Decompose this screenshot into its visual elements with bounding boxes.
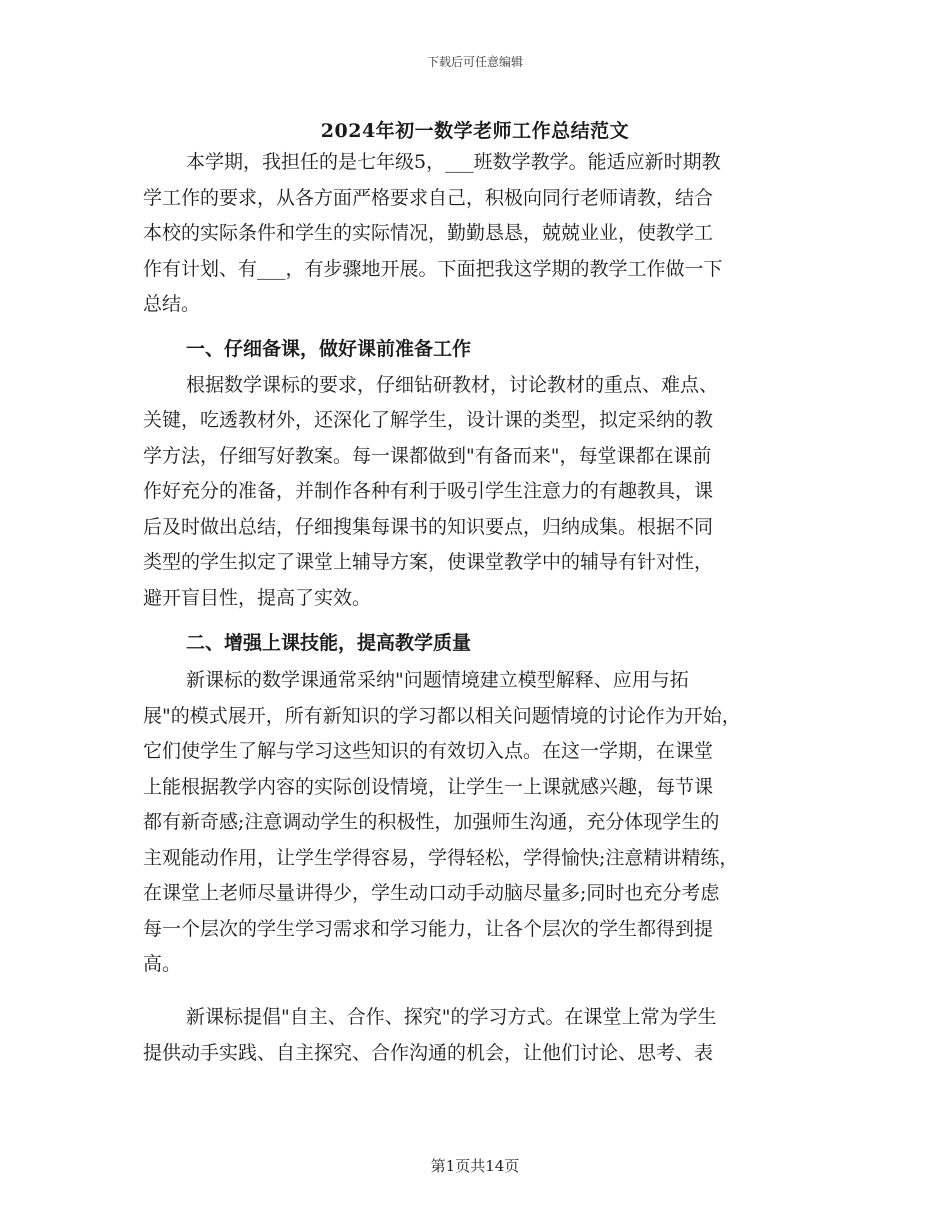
paragraph-line: 作好充分的准备，并制作各种有利于吸引学生注意力的有趣教具，课 [143, 480, 714, 502]
paragraph-line: 避开盲目性，提高了实效。 [143, 587, 372, 609]
paragraph-line: 关键，吃透教材外，还深化了解学生，设计课的类型，拟定采纳的教 [143, 409, 714, 431]
paragraph-line: 在课堂上老师尽量讲得少，学生动口动手动脑尽量多;同时也充分考虑 [143, 882, 720, 904]
paragraph-line: 它们使学生了解与学习这些知识的有效切入点。在这一学期，在课堂 [143, 740, 714, 762]
paragraph-line: 每一个层次的学生学习需求和学习能力，让各个层次的学生都得到提 [143, 918, 714, 940]
paragraph-line: 高。 [143, 953, 182, 975]
paragraph-line: 类型的学生拟定了课堂上辅导方案，使课堂教学中的辅导有针对性， [143, 551, 714, 573]
header-note: 下载后可任意编辑 [426, 55, 523, 69]
paragraph-line: 作有计划、有___，有步骤地开展。下面把我这学期的教学工作做一下 [143, 258, 723, 280]
page-title: 2024年初一数学老师工作总结范文 [320, 120, 630, 142]
paragraph-line: 主观能动作用，让学生学得容易，学得轻松，学得愉快;注意精讲精练， [143, 847, 739, 869]
paragraph-line: 后及时做出总结，仔细搜集每课书的知识要点，归纳成集。根据不同 [143, 516, 714, 538]
section-heading: 一、仔细备课，做好课前准备工作 [186, 338, 472, 360]
paragraph-line: 本校的实际条件和学生的实际情况，勤勤恳恳，兢兢业业，使教学工 [143, 222, 714, 244]
paragraph-line: 展"的模式展开，所有新知识的学习都以相关问题情境的讨论作为开始， [143, 705, 741, 727]
paragraph-line: 本学期，我担任的是七年级5，___班数学教学。能适应新时期教 [186, 151, 721, 173]
paragraph-line: 新课标提倡"自主、合作、探究"的学习方式。在课堂上常为学生 [186, 1006, 717, 1028]
paragraph-line: 总结。 [143, 293, 201, 315]
paragraph-line: 学工作的要求，从各方面严格要求自己，积极向同行老师请教，结合 [143, 187, 714, 209]
paragraph-line: 上能根据教学内容的实际创设情境，让学生一上课就感兴趣，每节课 [143, 776, 714, 798]
paragraph-line: 根据数学课标的要求，仔细钻研教材，讨论教材的重点、难点、 [186, 374, 719, 396]
section-heading: 二、增强上课技能，提高教学质量 [186, 632, 472, 654]
paragraph-line: 提供动手实践、自主探究、合作沟通的机会，让他们讨论、思考、表 [143, 1042, 714, 1064]
page-number: 第1页共14页 [430, 1157, 520, 1175]
paragraph-line: 学方法，仔细写好教案。每一课都做到"有备而来"，每堂课都在课前 [143, 445, 712, 467]
paragraph-line: 都有新奇感;注意调动学生的积极性，加强师生沟通，充分体现学生的 [143, 811, 720, 833]
paragraph-line: 新课标的数学课通常采纳"问题情境建立模型解释、应用与拓 [186, 669, 689, 691]
